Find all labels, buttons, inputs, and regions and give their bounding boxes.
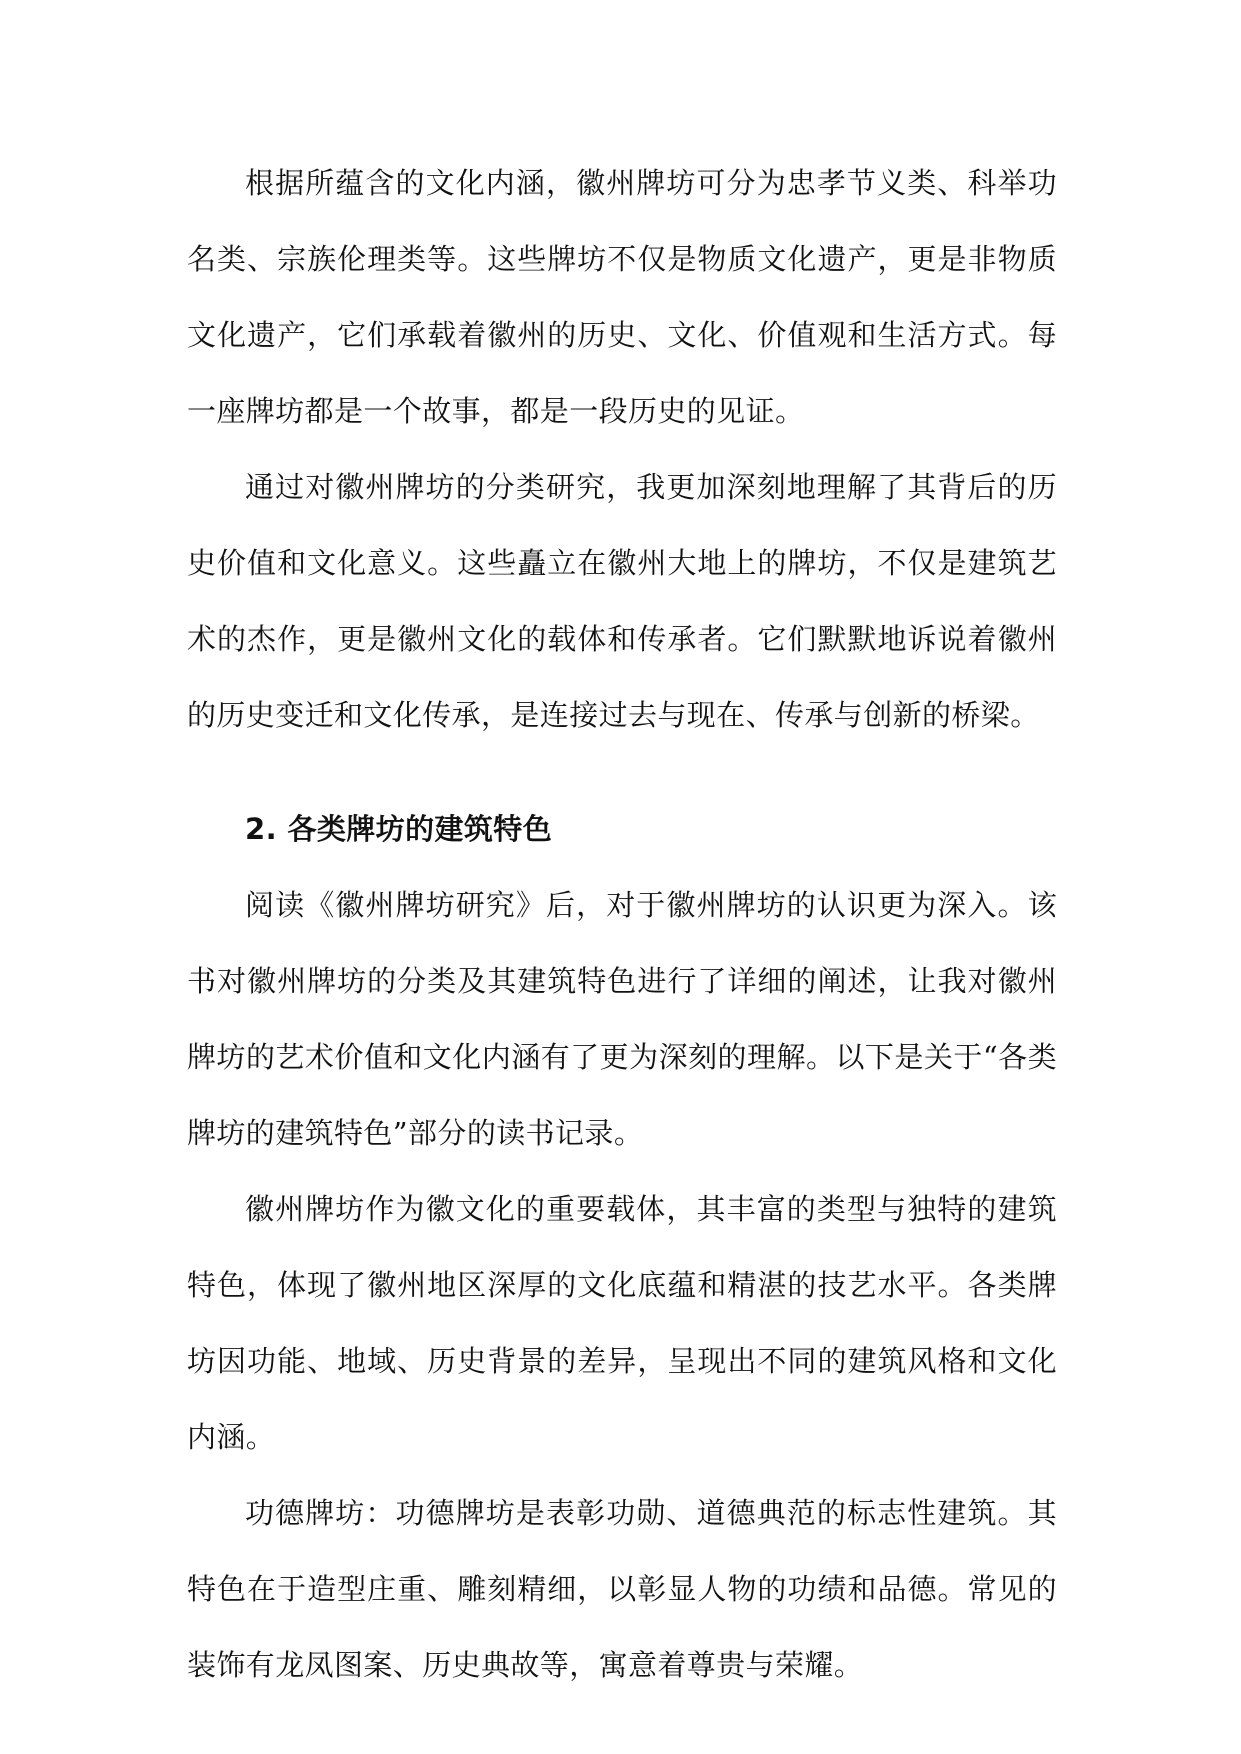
paragraph-architectural-features: 徽州牌坊作为徽文化的重要载体，其丰富的类型与独特的建筑特色，体现了徽州地区深厚的文化底蕴和精湛的技艺水平。各类牌坊因功能、地域、历史背景的差异，呈现出不同的建筑风格和文化内涵。 <box>187 1192 1057 1454</box>
document-body <box>187 145 1057 1703</box>
paragraph-classification-study: 通过对徽州牌坊的分类研究，我更加深刻地理解了其背后的历史价值和文化意义。这些矗立在徽州大地上的牌坊，不仅是建筑艺术的杰作，更是徽州文化的载体和传承者。它们默默地诉说着徽州的历史变迁和文化传承，是连接过去与现在、传承与创新的桥梁。 <box>187 470 1057 732</box>
section-heading: 2. 各类牌坊的建筑特色 <box>245 812 553 846</box>
paragraph-reading-notes: 阅读《徽州牌坊研究》后，对于徽州牌坊的认识更为深入。该书对徽州牌坊的分类及其建筑特色进行了详细的阐述，让我对徽州牌坊的艺术价值和文化内涵有了更为深刻的理解。以下是关于“各类牌坊的建筑特色”部分的读书记录。 <box>187 888 1057 1150</box>
paragraph-cultural-classification: 根据所蕴含的文化内涵，徽州牌坊可分为忠孝节义类、科举功名类、宗族伦理类等。这些牌坊不仅是物质文化遗产，更是非物质文化遗产，它们承载着徽州的历史、文化、价值观和生活方式。每一座牌坊都是一个故事，都是一段历史的见证。 <box>187 166 1057 428</box>
paragraph-merit-archway: 功德牌坊：功德牌坊是表彰功勋、道德典范的标志性建筑。其特色在于造型庄重、雕刻精细，以彰显人物的功绩和品德。常见的装饰有龙凤图案、历史典故等，寓意着尊贵与荣耀。 <box>187 1496 1057 1682</box>
